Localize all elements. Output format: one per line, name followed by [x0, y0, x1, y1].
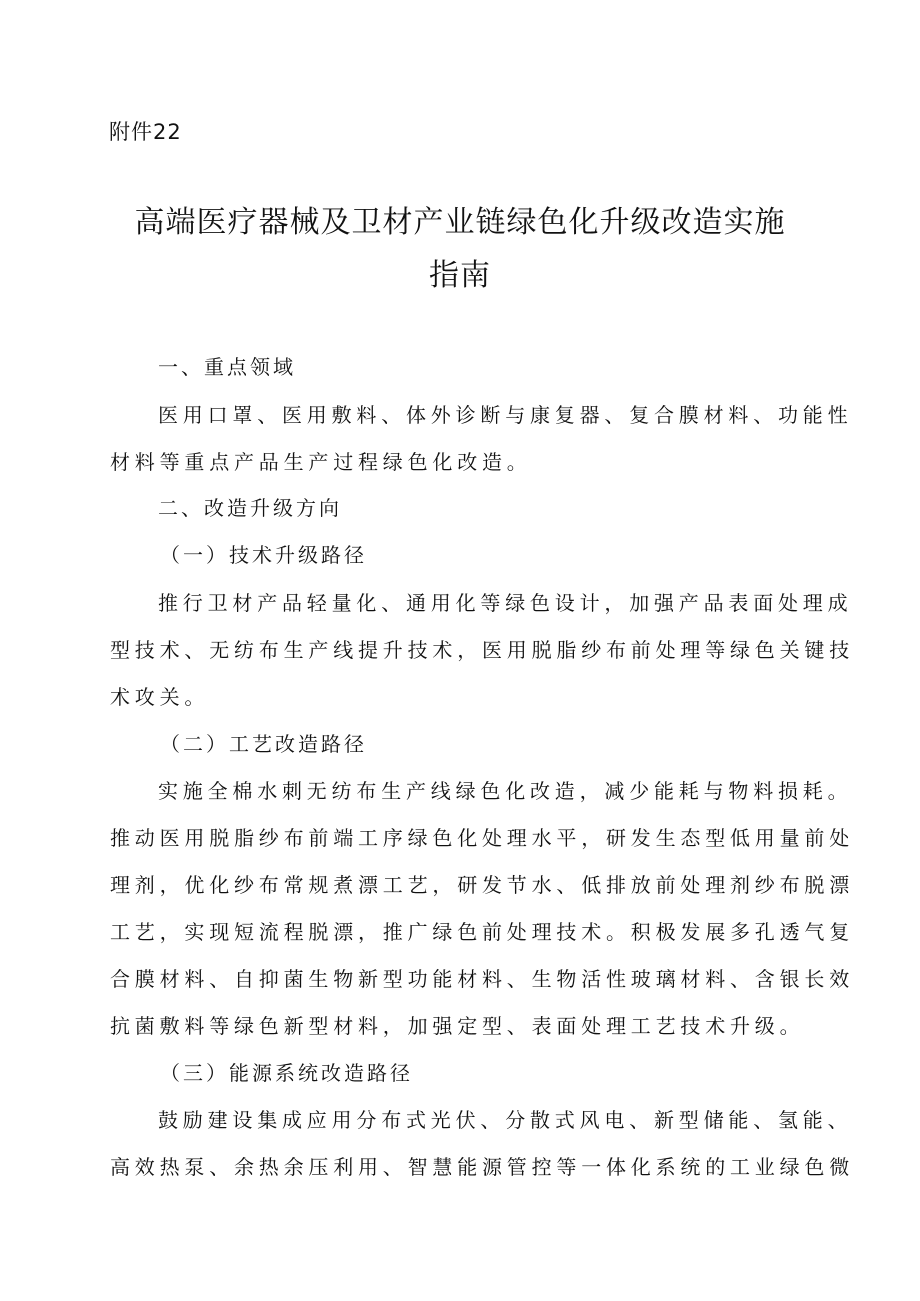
- subsection-heading-energy: （三）能源系统改造路径: [160, 1061, 413, 1085]
- paragraph-line: 材料等重点产品生产过程绿色化改造。: [110, 450, 532, 474]
- paragraph-line: 高效热泵、余热余压利用、智慧能源管控等一体化系统的工业绿色微: [110, 1155, 854, 1179]
- paragraph-line: 医用口罩、医用敷料、体外诊断与康复器、复合膜材料、功能性: [158, 403, 853, 427]
- paragraph-line: 合膜材料、自抑菌生物新型功能材料、生物活性玻璃材料、含银长效: [110, 967, 854, 991]
- paragraph-line: 工艺，实现短流程脱漂，推广绿色前处理技术。积极发展多孔透气复: [110, 920, 854, 944]
- subsection-heading-technology: （一）技术升级路径: [160, 543, 367, 567]
- paragraph-line: 抗菌敷料等绿色新型材料，加强定型、表面处理工艺技术升级。: [110, 1014, 805, 1038]
- section-heading-upgrade-direction: 二、改造升级方向: [158, 496, 342, 520]
- paragraph-line: 理剂，优化纱布常规煮漂工艺，研发节水、低排放前处理剂纱布脱漂: [110, 873, 854, 897]
- paragraph-line: 型技术、无纺布生产线提升技术，医用脱脂纱布前处理等绿色关键技: [110, 638, 854, 662]
- document-title-line-1: 高端医疗器械及卫材产业链绿色化升级改造实施: [134, 205, 786, 240]
- paragraph-line: 鼓励建设集成应用分布式光伏、分散式风电、新型储能、氢能、: [158, 1108, 853, 1132]
- paragraph-line: 推动医用脱脂纱布前端工序绿色化处理水平，研发生态型低用量前处: [110, 826, 854, 850]
- attachment-label: 附件22: [109, 120, 182, 144]
- subsection-heading-process: （二）工艺改造路径: [160, 732, 367, 756]
- paragraph-line: 实施全棉水刺无纺布生产线绿色化改造，减少能耗与物料损耗。: [158, 779, 853, 803]
- paragraph-line: 术攻关。: [110, 685, 210, 709]
- paragraph-line: 推行卫材产品轻量化、通用化等绿色设计，加强产品表面处理成: [158, 591, 853, 615]
- document-title-line-2: 指南: [429, 258, 491, 293]
- section-heading-key-areas: 一、重点领域: [158, 355, 296, 379]
